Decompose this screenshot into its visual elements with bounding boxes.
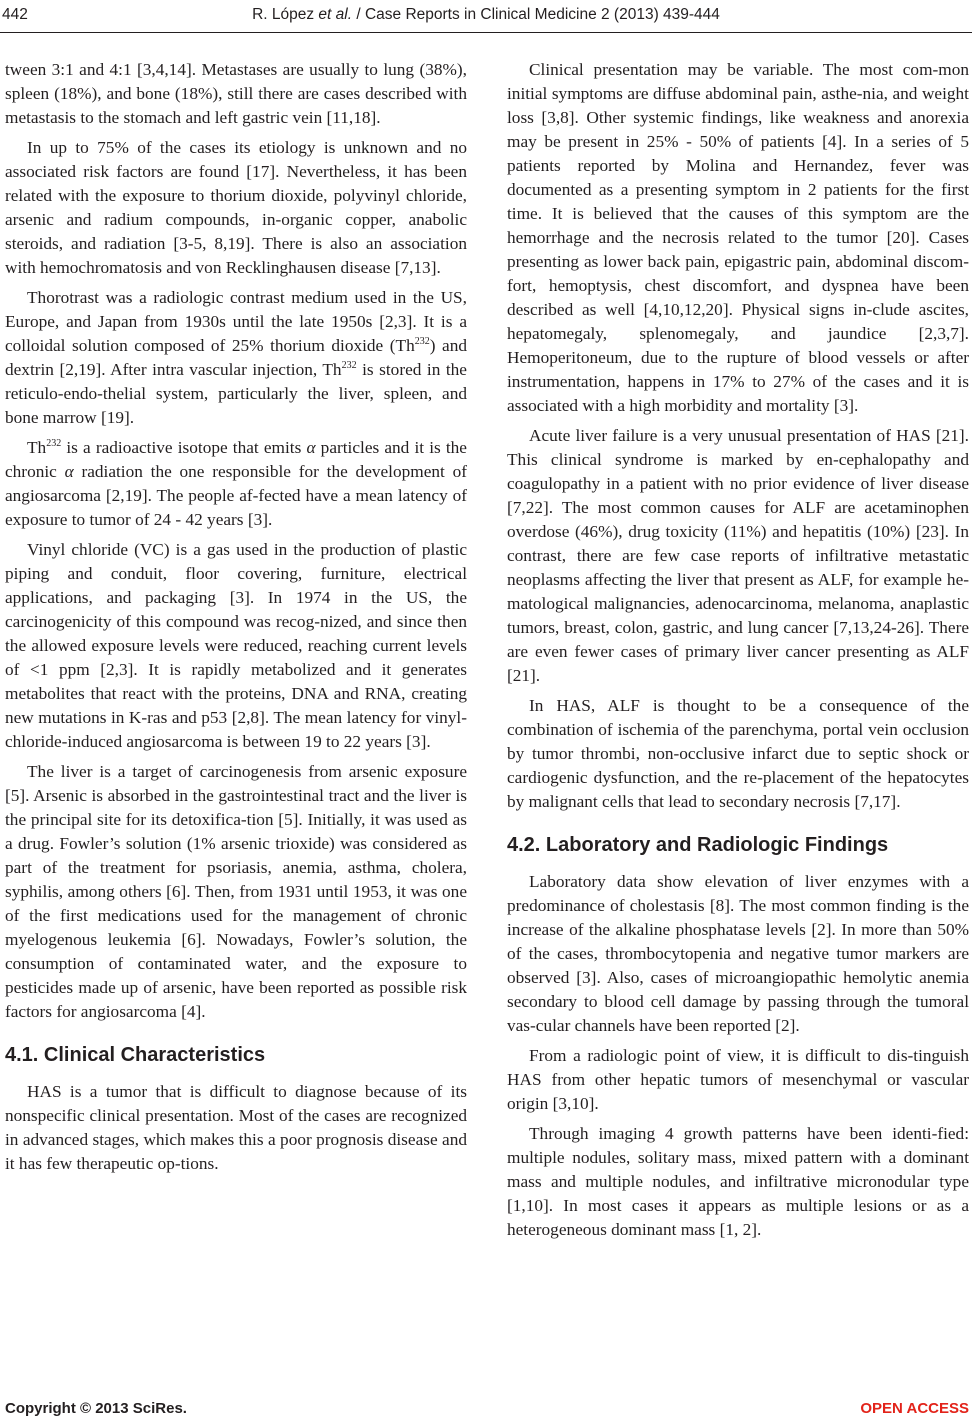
open-access-label: OPEN ACCESS [860,1400,969,1417]
paragraph: HAS is a tumor that is difficult to diagnose because of its nonspecific clinical presentation. Most of the cases are recognized in advanced stages, which makes this a poor prognosis disease and it has few therapeutic op-tions. [5,1082,467,1173]
page-number: 442 [2,6,28,23]
header-rule [0,32,972,33]
section-heading: 4.2. Laboratory and Radiologic Findings [507,834,889,856]
paragraph: In HAS, ALF is thought to be a consequence of the combination of ischemia of the parenchyma, portal vein occlusion by tumor thrombi, non-occlusive infarct due to septic shock or cardiogenic dysfunction, and the re-placement of the hepatocytes by malignant cells that lead to secondary necrosis [7,17]. [507,696,969,811]
page-footer [0,1386,972,1416]
paragraph: Acute liver failure is a very unusual presentation of HAS [21]. This clinical syndrome is marked by en-cephalopathy and coagulopathy in a patient with no prior evidence of liver disease [7,22]. The most common causes for ALF are acetaminophen overdose (46%), drug toxicity (11%) and hepatitis (10%) [23]. In contrast, there are few case reports of infiltrative metastatic neoplasms affecting the liver that present as ALF, for example he-matological malignancies, adenocarcinoma, melanoma, anaplastic tumors, breast, colon, gastric, and lung cancer [7,13,24-26]. There are even fewer cases of primary liver cancer presenting as ALF [21]. [507,426,969,685]
paragraph: Laboratory data show elevation of liver enzymes with a predominance of cholestasis [8]. The most common finding is the increase of the alkaline phosphatase levels [2]. In more than 50% of the cases, thrombocytopenia and negative tumor markers are observed [3]. Also, cases of microangiopathic hemolytic anemia secondary to blood cell damage by passing through the tumoral vas-cular channels have been reported [2]. [507,872,969,1035]
paragraph-thorotrast: Thorotrast was a radiologic contrast medium used in the US, Europe, and Japan from 1930s until the late 1950s [2,3]. It is a colloidal solution composed of 25% thorium dioxide (Th$^{232}$) and dextrin [2,19]. After intra vascular injection, Th$^{232}$ is stored in the reticulo-endo-thelial system, particularly the liver, spleen, and bone marrow [19]. [5,288,467,427]
superscript: 232 [341,360,357,371]
left-column [5,58,467,1182]
paragraph: Through imaging 4 growth patterns have been identi-fied: multiple nodules, solitary mass, mixed pattern with a dominant mass and multiple nodules, and infiltrative micronodular type [1,10]. In most cases it appears as multiple lesions or as a heterogeneous dominant mass [1, 2]. [507,1124,969,1239]
paragraph: Vinyl chloride (VC) is a gas used in the production of plastic piping and conduit, floor covering, furniture, electrical applications, and packaging [3]. In 1974 in the US, the carcinogenicity of this compound was recog-nized, and since then the allowed exposure levels were reduced, reaching current levels of <1 ppm [2,3]. It is rapidly metabolized and it generates metabolites that react with the proteins, DNA and RNA, creating new mutations in K-ras and p53 [2,8]. The mean latency for vinyl-chloride-induced angiosarcoma is between 19 to 22 years [3]. [5,540,467,751]
paragraph: tween 3:1 and 4:1 [3,4,14]. Metastases are usually to lung (38%), spleen (18%), and bone (18%), still there are cases described with metastasis to the stomach and left gastric vein [11,18]. [5,60,467,127]
running-head-journal: / Case Reports in Clinical Medicine 2 (2013) 439-444 [356,6,720,23]
paragraph: Clinical presentation may be variable. The most com-mon initial symptoms are diffuse abdominal pain, asthe-nia, and weight loss [3,8]. Other systemic findings, like weakness and anorexia may be present in 25% - 50% of patients [4]. In a series of 5 patients reported by Molina and Hernandez, fever was documented as a presenting symptom in 2 patients for the first time. It is believed that the causes of this symptom are the hemorrhage and the necrosis related to the tumor [20]. Cases presenting as lower back pain, epigastric pain, abdominal discom-fort, hemoptysis, chest discomfort, and dyspnea have been described as well [4,10,12,20]. Physical signs in-clude ascites, hepatomegaly, splenomegaly, and jaundice [2,3,7]. Hemoperitoneum, due to the rupture of blood vessels or after instrumentation, happens in 17% to 27% of the cases and it is associated with a high morbidity and mortality [3]. [507,60,969,415]
copyright-notice: Copyright © 2013 SciRes. [5,1400,187,1417]
superscript: 232 [46,438,62,449]
paragraph: The liver is a target of carcinogenesis from arsenic exposure [5]. Arsenic is absorbed in the gastrointestinal tract and the liver is the principal site for its detoxifica-tion [5]. Initially, it was used as a drug. Fowler’s solution (1% arsenic trioxide) was considered as part of the treatment for psoriasis, anemia, asthma, cholera, syphilis, among others [6]. Then, from 1931 until 1953, it was one of the first medications used for the management of chronic myelogenous leukemia [6]. Nowadays, Fowler’s solution, the consumption of contaminated water, and the exposure to pesticides made up of arsenic, have been reported as possible risk factors for angiosarcoma [4]. [5,762,467,1021]
paragraph: From a radiologic point of view, it is difficult to dis-tinguish HAS from other hepatic tumors of mesenchymal or vascular origin [3,10]. [507,1046,969,1113]
running-head-etal: et al. [318,6,353,23]
running-head-authors: R. López [252,6,315,23]
paragraph: In up to 75% of the cases its etiology is unknown and no associated risk factors are found [17]. Nevertheless, it has been related with the exposure to thorium dioxide, polyvinyl chloride, arsenic and radium compounds, in-organic copper, anabolic steroids, and radiation [3-5, 8,19]. There is also an association with hemochromatosis and von Recklinghausen disease [7,13]. [5,138,467,277]
alpha-symbol: α [64,462,74,481]
section-heading: 4.1. Clinical Characteristics [5,1044,266,1066]
right-column [507,58,969,1248]
paragraph-thorium: Th$^{232}$ is a radioactive isotope that emits α particles and it is the chronic α radiation the one responsible for the development of angiosarcoma [2,19]. The people af-fected have a mean latency of exposure to tumor of 24 - 42 years [3]. [5,438,467,529]
alpha-symbol: α [306,438,316,457]
page-header [0,0,972,34]
superscript: 232 [414,336,430,347]
running-head [0,6,972,24]
